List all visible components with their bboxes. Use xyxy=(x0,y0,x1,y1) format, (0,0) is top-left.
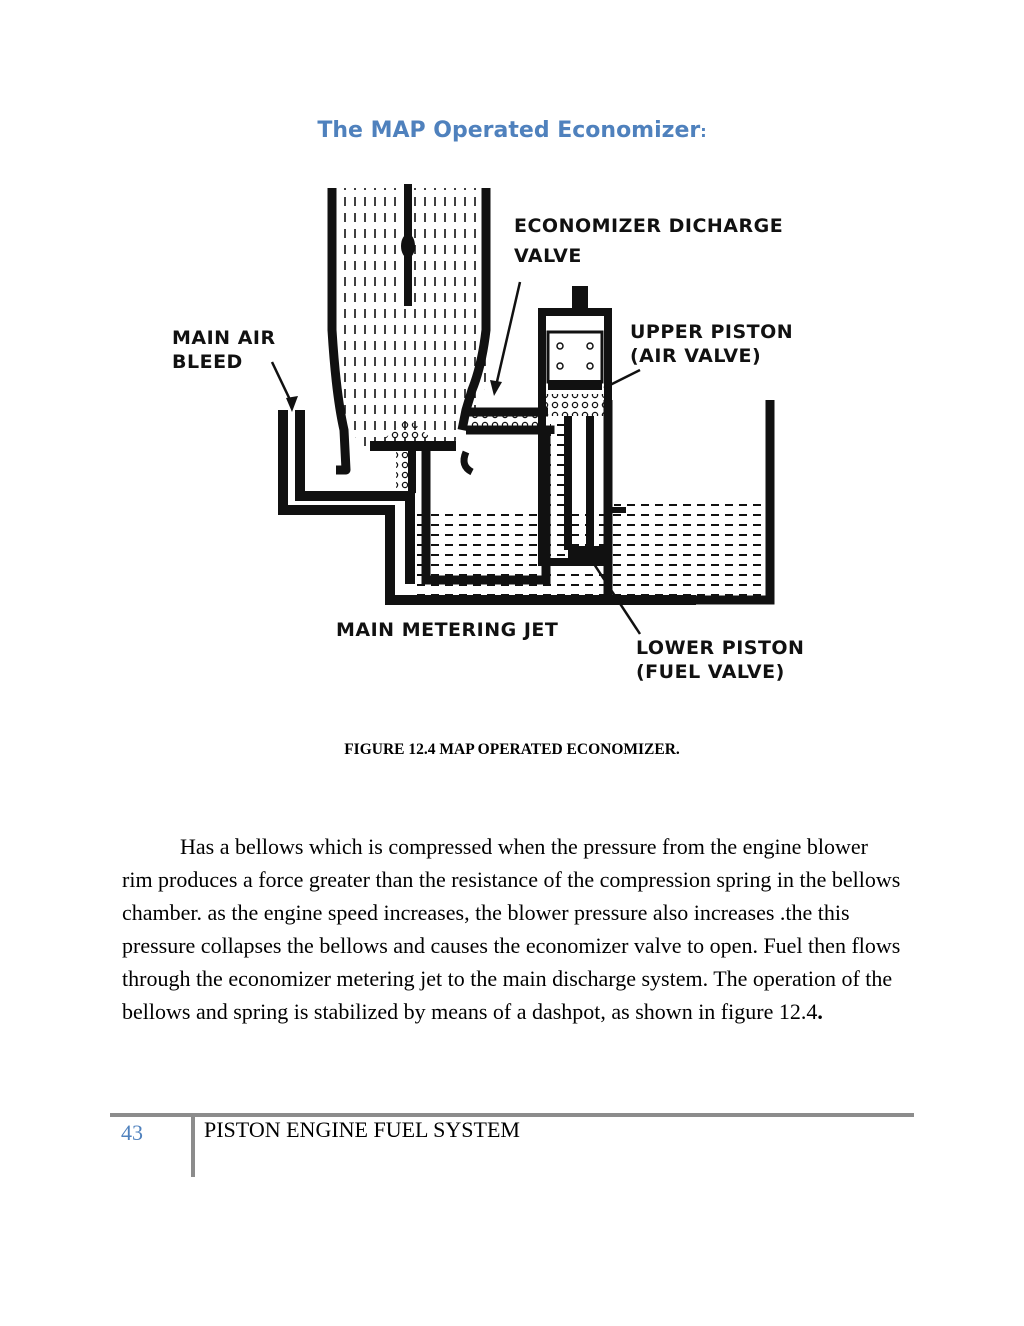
label-upper-piston-1: UPPER PISTON xyxy=(630,321,794,343)
body-paragraph-end-mark: . xyxy=(817,999,823,1024)
label-lower-piston-1: LOWER PISTON xyxy=(636,637,805,659)
label-main-air-bleed-2: BLEED xyxy=(172,351,243,373)
body-paragraph xyxy=(122,830,902,1028)
float-chamber xyxy=(608,400,770,600)
page-title xyxy=(0,118,1024,143)
label-economizer-valve-1: ECONOMIZER DICHARGE xyxy=(514,215,784,237)
label-economizer-valve-2: VALVE xyxy=(514,245,582,267)
venturi xyxy=(332,184,486,470)
economizer-discharge-path xyxy=(464,412,550,472)
label-main-air-bleed-1: MAIN AIR xyxy=(172,327,276,349)
body-paragraph-text: Has a bellows which is compressed when the pressure from the engine blower rim produces a force greater than the resistance of the compression spring in the bellows chamber. as the engine speed increases, the blower pressure also increases .the this pressure collapses the bellows and causes the economizer valve to open. Fuel then flows through the economizer metering jet to the main discharge system. The operation of the bellows and spring is stabilized by means of a dashpot, as shown in figure 12.4 xyxy=(122,834,901,1024)
economizer-diagram-svg xyxy=(150,180,850,700)
page-number: 43 xyxy=(121,1120,143,1145)
footer-title: PISTON ENGINE FUEL SYSTEM xyxy=(204,1117,520,1142)
figure-caption: FIGURE 12.4 MAP OPERATED ECONOMIZER. xyxy=(344,741,680,758)
footer-divider xyxy=(191,1113,195,1177)
page-title-text: The MAP Operated Economizer xyxy=(317,118,701,143)
economizer-diagram xyxy=(150,180,850,700)
label-main-metering-jet: MAIN METERING JET xyxy=(336,619,559,641)
label-lower-piston-2: (FUEL VALVE) xyxy=(636,661,785,683)
label-upper-piston-2: (AIR VALVE) xyxy=(630,345,762,367)
page-title-colon: : xyxy=(700,122,707,141)
